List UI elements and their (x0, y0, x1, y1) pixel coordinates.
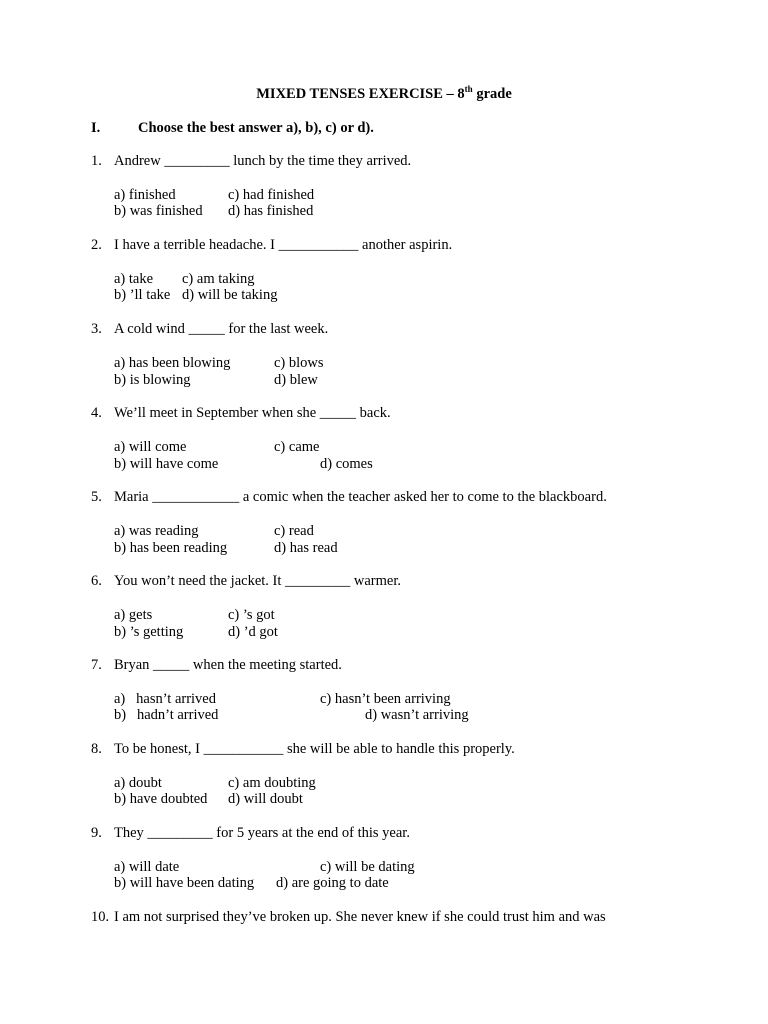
question-6: 6. You won’t need the jacket. It _________ warmer. (91, 573, 401, 589)
option-3b: b) is blowing (114, 372, 191, 388)
option-3a: a) has been blowing (114, 355, 231, 371)
option-8b: b) have doubted (114, 791, 208, 807)
option-1d: d) has finished (228, 203, 314, 219)
question-4: 4. We’ll meet in September when she _____ back. (91, 405, 391, 421)
option-7d: d) wasn’t arriving (365, 707, 469, 723)
question-7: 7. Bryan _____ when the meeting started. (91, 657, 342, 673)
option-2a: a) take (114, 271, 154, 287)
option-8a: a) doubt (114, 775, 162, 791)
option-9b: b) will have been dating (114, 875, 255, 891)
option-9a: a) will date (114, 859, 180, 875)
option-6d: d) ’d got (228, 624, 278, 640)
page-title: MIXED TENSES EXERCISE – 8th grade (256, 84, 512, 102)
option-5b: b) has been reading (114, 540, 228, 556)
question-5: 5. Maria ____________ a comic when the teacher asked her to come to the blackboard. (91, 489, 607, 505)
option-8d: d) will doubt (228, 791, 303, 807)
option-4a: a) will come (114, 439, 187, 455)
option-7b: b) hadn’t arrived (114, 707, 219, 723)
option-9d: d) are going to date (276, 875, 389, 891)
option-7c: c) hasn’t been arriving (320, 691, 451, 707)
question-3: 3. A cold wind _____ for the last week. (91, 321, 329, 337)
option-1b: b) was finished (114, 203, 203, 219)
option-6b: b) ’s getting (114, 624, 184, 640)
option-7a: a) hasn’t arrived (114, 691, 216, 707)
question-1: 1. Andrew _________ lunch by the time they arrived. (91, 153, 412, 169)
option-3c: c) blows (274, 355, 324, 371)
question-9: 9. They _________ for 5 years at the end of this year. (91, 825, 410, 841)
option-2c: c) am taking (182, 271, 255, 287)
option-1a: a) finished (114, 187, 176, 203)
question-8: 8. To be honest, I ___________ she will be able to handle this properly. (91, 741, 515, 757)
option-4c: c) came (274, 439, 320, 455)
option-9c: c) will be dating (320, 859, 415, 875)
option-5c: c) read (274, 523, 314, 539)
option-5d: d) has read (274, 540, 338, 556)
option-2b: b) ’ll take (114, 287, 171, 303)
option-4d: d) comes (320, 456, 373, 472)
option-6c: c) ’s got (228, 607, 275, 623)
option-4b: b) will have come (114, 456, 219, 472)
option-5a: a) was reading (114, 523, 199, 539)
option-3d: d) blew (274, 372, 318, 388)
option-2d: d) will be taking (182, 287, 278, 303)
option-1c: c) had finished (228, 187, 315, 203)
question-2: 2. I have a terrible headache. I ___________ another aspirin. (91, 237, 453, 253)
section-instruction: Choose the best answer a), b), c) or d). (138, 120, 374, 136)
section-number: I. (91, 120, 101, 136)
option-8c: c) am doubting (228, 775, 316, 791)
section-heading (91, 120, 374, 137)
question-10: 10. I am not surprised they’ve broken up. She never knew if she could trust him and was (91, 909, 606, 925)
option-6a: a) gets (114, 607, 153, 623)
